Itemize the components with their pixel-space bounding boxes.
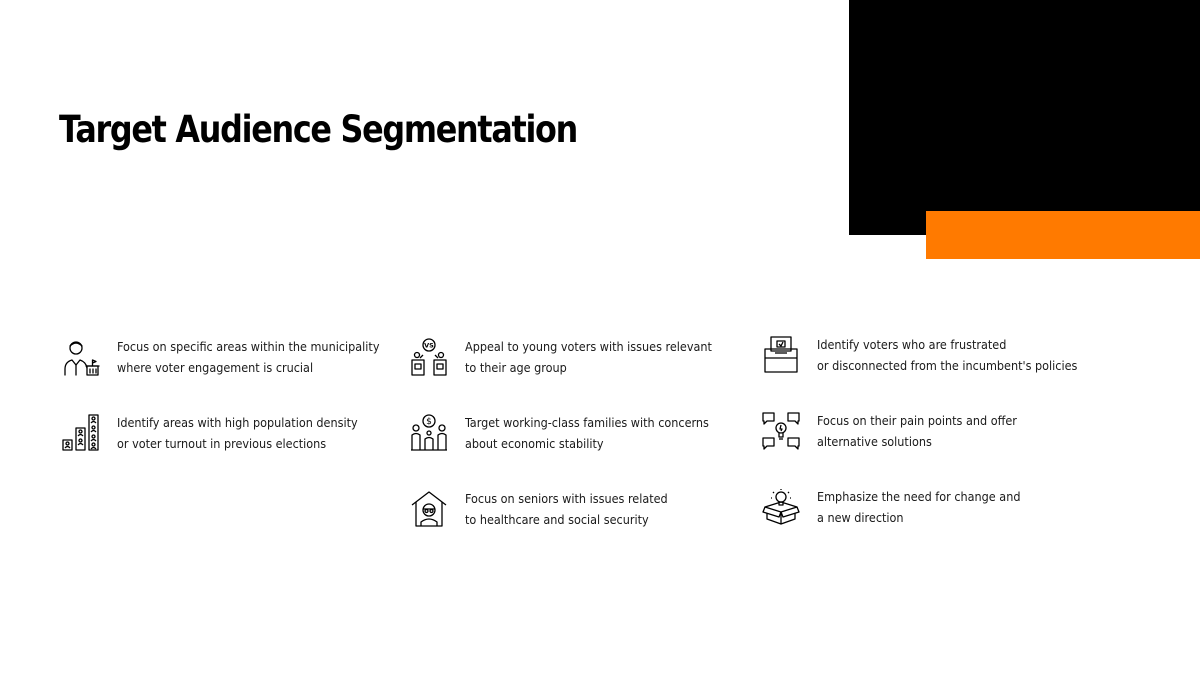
segment-item-young-voters <box>410 336 712 378</box>
segment-text-line: or voter turnout in previous elections <box>117 436 327 451</box>
decorative-orange-block <box>926 211 1200 259</box>
svg-text:$: $ <box>426 417 432 427</box>
ballot-box-icon <box>762 336 800 374</box>
segment-text-line: Emphasize the need for change and <box>817 489 1021 504</box>
segment-item-pain-points <box>762 410 1017 452</box>
segment-text-line: a new direction <box>817 510 904 525</box>
segment-text-line: alternative solutions <box>817 434 932 449</box>
segment-item-change <box>762 486 1020 528</box>
segment-text-line: where voter engagement is crucial <box>117 360 314 375</box>
svg-text:VS: VS <box>424 341 434 350</box>
segment-item-municipality <box>62 336 379 378</box>
segment-text-line: or disconnected from the incumbent's policies <box>817 358 1078 373</box>
segment-text-line: Focus on specific areas within the municipality <box>117 339 380 354</box>
segment-item-working-families <box>410 412 709 454</box>
versus-debate-icon <box>410 338 448 376</box>
segment-text-line: Identify areas with high population density <box>117 415 358 430</box>
segment-text-line: Focus on seniors with issues related <box>465 491 668 506</box>
segment-item-frustrated-voters <box>762 334 1077 376</box>
senior-home-icon <box>410 490 448 528</box>
segment-text-line: to their age group <box>465 360 567 375</box>
decorative-black-block <box>849 0 1200 235</box>
slide-title: Target Audience Segmentation <box>59 108 578 151</box>
segment-item-population <box>62 412 358 454</box>
segment-item-seniors <box>410 488 668 530</box>
politician-podium-icon <box>62 338 100 376</box>
idea-box-icon <box>762 488 800 526</box>
segment-text-line: Target working-class families with concerns <box>465 415 709 430</box>
segment-text-line: about economic stability <box>465 436 604 451</box>
segment-text-line: Appeal to young voters with issues relevant <box>465 339 712 354</box>
segment-text-line: to healthcare and social security <box>465 512 649 527</box>
segment-text-line: Identify voters who are frustrated <box>817 337 1007 352</box>
population-bars-icon <box>62 414 100 452</box>
segment-text-line: Focus on their pain points and offer <box>817 413 1017 428</box>
money-family-icon <box>410 414 448 452</box>
idea-chat-icon <box>762 412 800 450</box>
